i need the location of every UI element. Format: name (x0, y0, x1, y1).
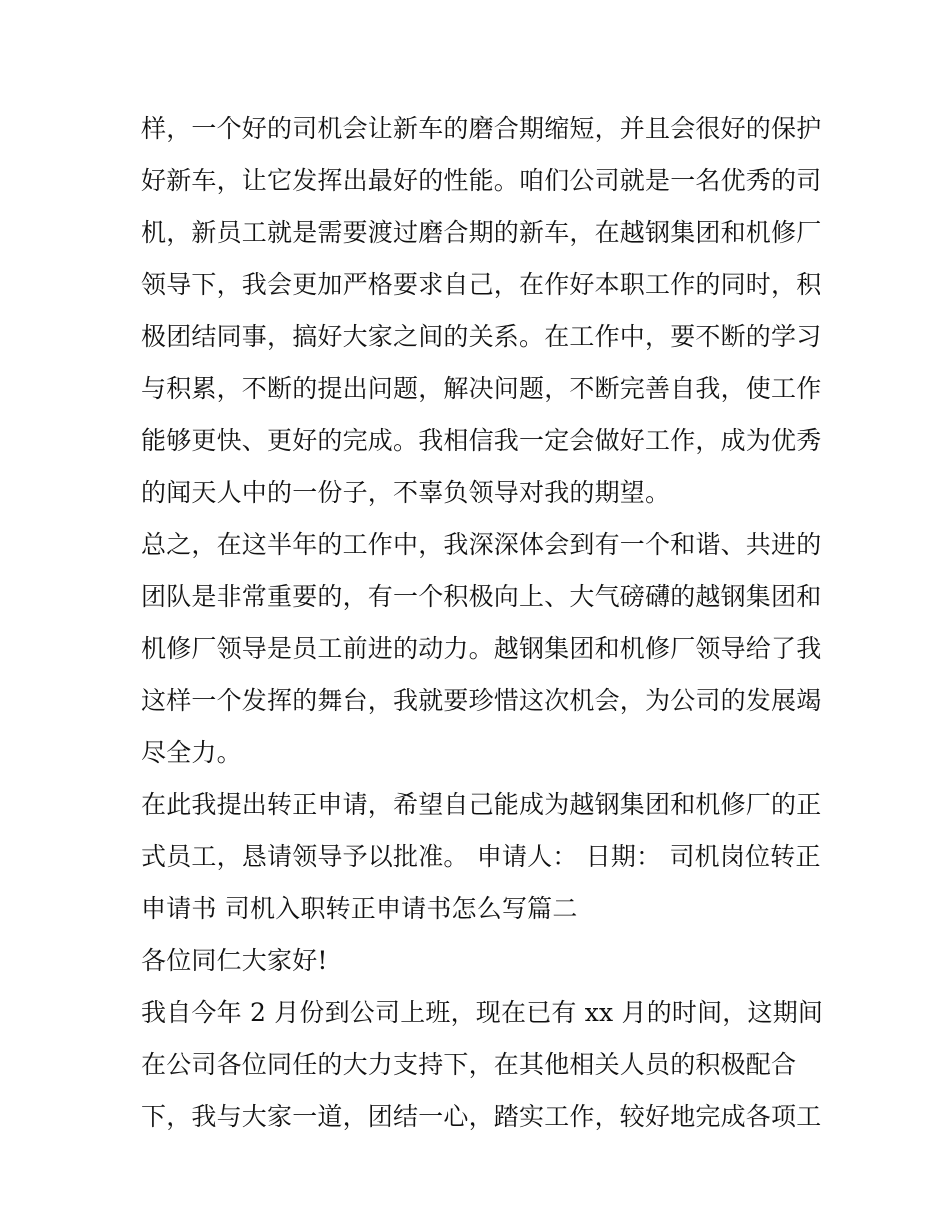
text-line: 机修厂领导是员工前进的动力。越钢集团和机修厂领导给了我 (141, 634, 822, 663)
paragraph-introduction (141, 987, 824, 1143)
text-line: 总之，在这半年的工作中，我深深体会到有一个和谐、共进的 (141, 530, 822, 559)
text-line: 与积累，不断的提出问题，解决问题，不断完善自我，使工作 (141, 374, 822, 403)
text-line: 领导下，我会更加严格要求自己，在作好本职工作的同时，积 (141, 270, 822, 299)
paragraph-greeting (141, 935, 811, 987)
paragraph-driver-analogy (141, 103, 822, 519)
document-body (141, 103, 824, 1143)
text-line: 样，一个好的司机会让新车的磨合期缩短，并且会很好的保护 (141, 114, 822, 143)
text-line: 各位同仁大家好! (141, 946, 328, 975)
text-line: 的闻天人中的一份子，不辜负领导对我的期望。 (141, 478, 671, 507)
text-line: 极团结同事，搞好大家之间的关系。在工作中，要不断的学习 (141, 322, 822, 351)
text-line: 我自今年 2 月份到公司上班，现在已有 xx 月的时间，这期间 (141, 998, 824, 1027)
text-line: 机，新员工就是需要渡过磨合期的新车，在越钢集团和机修厂 (141, 218, 822, 247)
text-line: 下，我与大家一道，团结一心，踏实工作，较好地完成各项工 (141, 1102, 822, 1131)
text-line: 申请书 司机入职转正申请书怎么写篇二 (141, 894, 578, 923)
text-line: 式员工，恳请领导予以批准。 申请人： 日期： 司机岗位转正 (141, 842, 821, 871)
text-line: 这样一个发挥的舞台，我就要珍惜这次机会，为公司的发展竭 (141, 686, 822, 715)
text-line: 尽全力。 (141, 738, 242, 767)
text-line: 能够更快、更好的完成。我相信我一定会做好工作，成为优秀 (141, 426, 822, 455)
text-line: 在此我提出转正申请，希望自己能成为越钢集团和机修厂的正 (141, 790, 822, 819)
paragraph-summary (141, 519, 822, 779)
paragraph-application (141, 779, 822, 935)
text-line: 团队是非常重要的，有一个积极向上、大气磅礴的越钢集团和 (141, 582, 822, 611)
text-line: 在公司各位同任的大力支持下，在其他相关人员的积极配合 (141, 1050, 797, 1079)
text-line: 好新车，让它发挥出最好的性能。咱们公司就是一名优秀的司 (141, 166, 822, 195)
